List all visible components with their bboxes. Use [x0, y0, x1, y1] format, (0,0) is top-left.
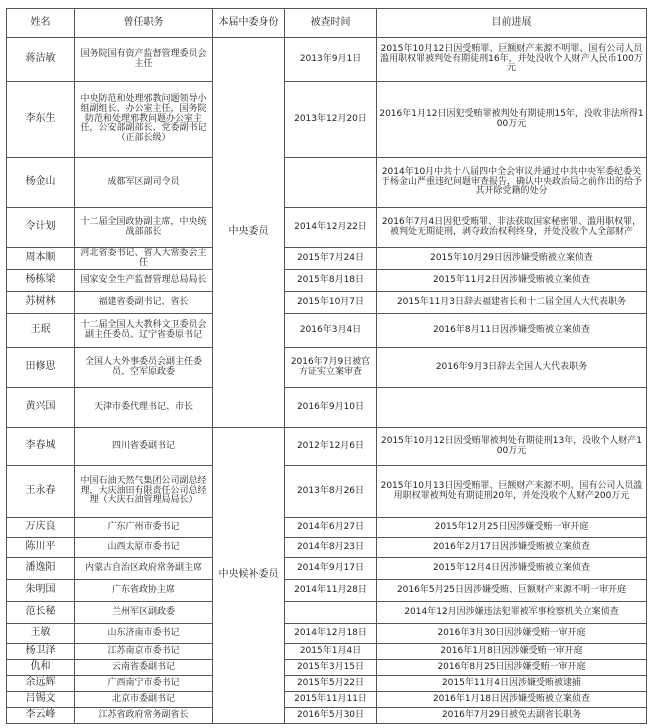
progress-cell: 2016年3月30日因涉嫌受贿一审开庭 — [377, 624, 647, 644]
post-cell: 四川省委副书记 — [75, 428, 213, 466]
date-cell: 2015年7月24日 — [285, 248, 377, 270]
progress-cell: 2014年10月中共十八届四中全会审议并通过中共中央军委纪委关于杨金山严重违纪问题审查报告，确认中央政治局之前作出的给予其开除党籍的处分 — [377, 158, 647, 208]
progress-cell: 2015年10月29日因涉嫌受贿被立案侦查 — [377, 248, 647, 270]
post-cell: 国家安全生产监督管理总局局长 — [75, 270, 213, 292]
header-date: 被查时间 — [285, 9, 377, 38]
table-row — [7, 708, 647, 724]
progress-cell — [377, 388, 647, 428]
table-row — [7, 348, 647, 388]
name-cell: 令计划 — [7, 208, 75, 248]
table-row — [7, 82, 647, 158]
post-cell: 福建省委副书记、省长 — [75, 292, 213, 314]
post-cell: 广东广州市委书记 — [75, 518, 213, 538]
date-cell: 2015年8月18日 — [285, 270, 377, 292]
date-cell: 2014年12月22日 — [285, 208, 377, 248]
name-cell: 杨卫泽 — [7, 644, 75, 660]
progress-cell: 2016年5月25日因涉嫌受贿、巨额财产来源不明一审开庭 — [377, 580, 647, 602]
date-cell: 2015年3月15日 — [285, 660, 377, 676]
progress-cell: 2016年1月18日因涉嫌受贿被立案侦查 — [377, 692, 647, 708]
table-row — [7, 248, 647, 270]
table-row — [7, 660, 647, 676]
progress-cell: 2016年7月29日被免去副省长职务 — [377, 708, 647, 724]
group-cell-alternate: 中央候补委员 — [213, 428, 285, 724]
progress-cell: 2015年11月4日因涉嫌受贿被逮捕 — [377, 676, 647, 692]
group-cell-central: 中央委员 — [213, 38, 285, 428]
header-row — [7, 9, 647, 38]
date-cell: 2015年5月22日 — [285, 676, 377, 692]
post-cell: 北京市委副书记 — [75, 692, 213, 708]
name-cell: 杨栋梁 — [7, 270, 75, 292]
post-cell: 云南省委副书记 — [75, 660, 213, 676]
progress-cell: 2015年12月25日因涉嫌受贿一审开庭 — [377, 518, 647, 538]
post-cell: 山东济南市委书记 — [75, 624, 213, 644]
name-cell: 田修思 — [7, 348, 75, 388]
post-cell: 江苏省政府常务副省长 — [75, 708, 213, 724]
header-status: 本届中委身份 — [213, 9, 285, 38]
progress-cell: 2015年10月12日因受贿罪被判处有期徒刑13年，没收个人财产100万元 — [377, 428, 647, 466]
progress-cell: 2014年12月因涉嫌违法犯罪被军事检察机关立案侦查 — [377, 602, 647, 624]
post-cell: 广东省政协主席 — [75, 580, 213, 602]
date-cell: 2016年3月4日 — [285, 314, 377, 348]
header-progress: 目前进展 — [377, 9, 647, 38]
table-row — [7, 580, 647, 602]
date-cell: 2015年10月7日 — [285, 292, 377, 314]
post-cell: 中央防范和处理邪教问题领导小组副组长、办公室主任，国务院防范和处理邪教问题办公室主任，公安部副部长、党委副书记（正部长级） — [75, 82, 213, 158]
date-cell: 2014年9月17日 — [285, 558, 377, 580]
post-cell: 广西南宁市委书记 — [75, 676, 213, 692]
date-cell: 2014年12月18日 — [285, 624, 377, 644]
date-cell: 2014年8月23日 — [285, 538, 377, 558]
name-cell: 周本顺 — [7, 248, 75, 270]
table-row — [7, 388, 647, 428]
table-row — [7, 644, 647, 660]
date-cell — [285, 158, 377, 208]
name-cell: 范长秘 — [7, 602, 75, 624]
date-cell: 2013年8月26日 — [285, 466, 377, 518]
table-row — [7, 314, 647, 348]
progress-cell: 2015年10月13日因受贿罪、巨额财产来源不明、国有公司人员滥用职权罪被判处有期徒刑20年，并处没收个人财产200万元 — [377, 466, 647, 518]
name-cell: 朱明国 — [7, 580, 75, 602]
name-cell: 李云峰 — [7, 708, 75, 724]
post-cell: 成都军区副司令员 — [75, 158, 213, 208]
progress-cell: 2015年11月3日辞去福建省长和十二届全国人大代表职务 — [377, 292, 647, 314]
table-row — [7, 692, 647, 708]
progress-cell: 2015年10月12日因受贿罪、巨额财产来源不明罪、国有公司人员滥用职权罪被判处有期徒刑16年，并处没收个人财产人民币100万元 — [377, 38, 647, 82]
table-row — [7, 292, 647, 314]
progress-cell: 2016年8月25日因涉嫌受贿一审开庭 — [377, 660, 647, 676]
date-cell: 2014年6月27日 — [285, 518, 377, 538]
post-cell: 兰州军区副政委 — [75, 602, 213, 624]
progress-cell: 2016年1月8日因涉嫌受贿一审开庭 — [377, 644, 647, 660]
post-cell: 全国人大外事委员会副主任委员、空军原政委 — [75, 348, 213, 388]
progress-cell: 2016年2月17日因涉嫌受贿被立案侦查 — [377, 538, 647, 558]
table-row — [7, 428, 647, 466]
post-cell: 江苏南京市委书记 — [75, 644, 213, 660]
post-cell: 中国石油天然气集团公司副总经理，大庆油田有限责任公司总经理（大庆石油管理局局长） — [75, 466, 213, 518]
header-name: 姓名 — [7, 9, 75, 38]
progress-cell: 2015年11月2日因涉嫌受贿被立案侦查 — [377, 270, 647, 292]
name-cell: 王珉 — [7, 314, 75, 348]
post-cell: 天津市委代理书记、市长 — [75, 388, 213, 428]
progress-cell: 2015年12月4日因涉嫌受贿被立案侦查 — [377, 558, 647, 580]
date-cell: 2016年9月10日 — [285, 388, 377, 428]
post-cell: 十二届全国人大教科文卫委员会副主任委员、辽宁省委原书记 — [75, 314, 213, 348]
header-post: 曾任职务 — [75, 9, 213, 38]
name-cell: 仇和 — [7, 660, 75, 676]
name-cell: 黄兴国 — [7, 388, 75, 428]
name-cell: 蒋洁敏 — [7, 38, 75, 82]
table-row — [7, 518, 647, 538]
date-cell: 2013年9月1日 — [285, 38, 377, 82]
table-row — [7, 538, 647, 558]
date-cell: 2015年11月11日 — [285, 692, 377, 708]
post-cell: 河北省委书记、省人大常委会主任 — [75, 248, 213, 270]
table-row — [7, 38, 647, 82]
name-cell: 李春城 — [7, 428, 75, 466]
date-cell: 2013年12月20日 — [285, 82, 377, 158]
table-row — [7, 624, 647, 644]
name-cell: 余远辉 — [7, 676, 75, 692]
table-row — [7, 208, 647, 248]
table-row — [7, 466, 647, 518]
progress-cell: 2016年9月3日辞去全国人大代表职务 — [377, 348, 647, 388]
name-cell: 王永春 — [7, 466, 75, 518]
table-row — [7, 602, 647, 624]
date-cell — [285, 602, 377, 624]
date-cell: 2016年7月9日被官方证实立案审查 — [285, 348, 377, 388]
table-row — [7, 158, 647, 208]
post-cell: 山西太原市委书记 — [75, 538, 213, 558]
officials-table — [6, 8, 647, 724]
post-cell: 国务院国有资产监督管理委员会主任 — [75, 38, 213, 82]
name-cell: 杨金山 — [7, 158, 75, 208]
date-cell: 2016年5月30日 — [285, 708, 377, 724]
table-row — [7, 676, 647, 692]
post-cell: 十二届全国政协副主席，中央统战部部长 — [75, 208, 213, 248]
name-cell: 李东生 — [7, 82, 75, 158]
name-cell: 吕锡文 — [7, 692, 75, 708]
date-cell: 2012年12月6日 — [285, 428, 377, 466]
progress-cell: 2016年7月4日因犯受贿罪、非法获取国家秘密罪、滥用职权罪，被判处无期徒刑，剥夺政治权利终身，并处没收个人全部财产 — [377, 208, 647, 248]
post-cell: 内蒙古自治区政府常务副主席 — [75, 558, 213, 580]
date-cell: 2014年11月28日 — [285, 580, 377, 602]
name-cell: 苏树林 — [7, 292, 75, 314]
date-cell: 2015年1月4日 — [285, 644, 377, 660]
table-row — [7, 270, 647, 292]
table-row — [7, 558, 647, 580]
name-cell: 万庆良 — [7, 518, 75, 538]
name-cell: 陈川平 — [7, 538, 75, 558]
name-cell: 潘逸阳 — [7, 558, 75, 580]
officials-table-sheet — [6, 8, 646, 721]
progress-cell: 2016年1月12日因犯受贿罪被判处有期徒刑15年，没收非法所得100万元 — [377, 82, 647, 158]
progress-cell: 2016年8月11日因涉嫌受贿被立案侦查 — [377, 314, 647, 348]
name-cell: 王敏 — [7, 624, 75, 644]
